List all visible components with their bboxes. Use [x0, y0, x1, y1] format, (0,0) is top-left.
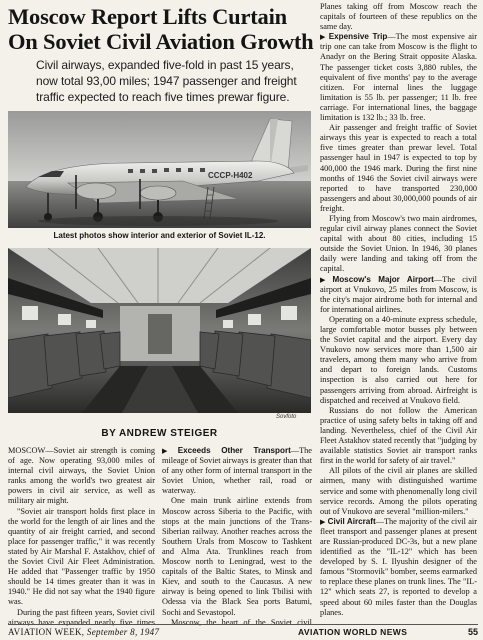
paragraph-text: —The most expensive air trip one can take from Moscow is the flight to Anadyr on the Bering Strait opposite Alaska. The passenger ticket costs 3,880 rubles, the equivalent of five months' pay to the average citizen. For internal lines the luggage limitation is 55 lb. per passenger; 11 lb. free carriage. For international lines, the baggage limitation is 132 lb.; 33 lb. free.: [320, 32, 477, 123]
paragraph: During the past fifteen years, Soviet civil airways have expanded nearly five times: [8, 607, 155, 626]
headline-line-1: Moscow Report Lifts Curtain: [8, 4, 287, 29]
issue-date: September 8, 1947: [86, 627, 160, 637]
paragraph: Operating on a 40-minute express schedule, large comfortable motor busses ply between the Soviet capital and the airport. Every day Vnukovo now services more than 1,500 air travelers, among them many who arrive from and depart to foreign lands. Customs inspection is also carried out here for passengers arriving from abroad. Airfreight is dispatched and received at Vnukovo field.: [320, 314, 477, 405]
aircraft-interior-photo: [8, 248, 311, 413]
section-name: AVIATION WORLD NEWS: [298, 627, 408, 637]
publication-name: AVIATION WEEK,: [8, 627, 85, 637]
paragraph: [162, 446, 312, 496]
subhead: Exceeds Other Transport: [177, 446, 291, 455]
section-marker-icon: ▶: [162, 447, 176, 455]
paragraph: MOSCOW—Soviet air strength is coming of age. Now operating 93,000 miles of internal civil airways, the Soviet Union ranks among the world's two greatest air powers in civil air service, as well as military air might.: [8, 446, 155, 506]
paragraph: Planes taking off from Moscow reach the capitals of fourteen of these republics on the same day.: [320, 2, 477, 32]
section-marker-icon: ▶: [320, 275, 331, 284]
paragraph: Russians do not follow the American practice of using safety belts in taking off and landing. Nevertheless, chief of the Civil Air Fleet Astakhov stated recently that "judging by available statistics Soviet air transport ranks first in the world for safety of air travel.": [320, 405, 477, 466]
subhead: Expensive Trip: [328, 32, 388, 42]
subhead: Civil Aircraft: [327, 516, 376, 526]
paragraph: One main trunk airline extends from Moscow across Siberia to the Pacific, with stops at the main junctions of the Trans-Siberian railway. Another reaches across the Southern Urals from Moscow to Tashkent and Alma Ata. Trunklines reach from Moscow north to Leningrad, west to the capitals of the Baltic States, to Minsk and Kiev, and south to the Caucasus. A new airway is being opened to link Tbilisi with Odessa via the Black Sea ports Batumi, Sochi and Sevastopol.: [162, 496, 312, 617]
headline-line-2: On Soviet Civil Aviation Growth: [8, 29, 314, 54]
article-column-2: [162, 446, 312, 626]
subhead: Moscow's Major Airport: [332, 274, 434, 284]
byline: BY ANDREW STEIGER: [101, 428, 218, 439]
paragraph: [320, 517, 477, 618]
paragraph: [320, 275, 477, 315]
section-marker-icon: ▶: [320, 517, 326, 526]
photo-caption: Latest photos show interior and exterior of Soviet IL-12.: [53, 231, 266, 240]
paragraph: Moscow, the heart of the Soviet civil: [171, 617, 312, 626]
paragraph-text: —The civil airport at Vnukovo, 25 miles from Moscow, is the city's major airdrome both for internal and for international airlines.: [320, 274, 477, 314]
photo-credit: Sovfoto: [276, 414, 297, 420]
publication-info: [8, 627, 159, 637]
article-deck: Civil airways, expanded five-fold in past 15 years, now total 93,00 miles; 1947 passenger and freight traffic expected to reach five times prewar figure.: [36, 58, 297, 104]
paragraph: "Soviet air transport holds first place in the world for the length of air lines and the quantity of air freight carried, and second place for passenger traffic," it was recently stated by Air Marshal F. Astakhov, chief of the Soviet Civil Air Fleet Administration. He added that "Passenger traffic by 1950 should be 14 times greater than it was in 1940." He did not say what the 1940 figure was.: [8, 506, 155, 607]
paragraph: All pilots of the civil air planes are skilled airmen, many with distinguished wartime service and some with phenomenally long civil service records. Among the pilots operating out of Vnukovo are several "million-milers.": [320, 466, 477, 516]
page-footer: [8, 624, 478, 638]
article-column-3: [320, 2, 477, 626]
paragraph: Air passenger and freight traffic of Soviet airways this year is expected to reach a total five times greater than prewar level. Total passenger haul in 1947 is expected to top by 400,000 the 1946 mark. During the first nine months of 1946 the Soviet civil airways were reported to have transported 230,000 passengers and about 30,000,000 pounds of air freight.: [320, 123, 477, 213]
registration-text: CCCP-H402: [208, 171, 253, 180]
paragraph: [320, 32, 477, 123]
section-marker-icon: ▶: [320, 33, 327, 42]
paragraph: Flying from Moscow's two main airdromes, regular civil airway planes connect the Soviet capital with about 80 cities, including 15 outside the Soviet Union. In 1946, 30 planes daily were landing and taking off from the capital.: [320, 213, 477, 274]
paragraph-text: —The mileage of Soviet airways is greater than that of any other form of internal transport in the Soviet Union, whether rail, road or waterway.: [162, 446, 312, 496]
headline: [8, 4, 314, 54]
paragraph-text: —The majority of the civil air fleet transport and passenger planes at present are Russian-produced DC-3s, but a new plane identified as the "IL-12" which has been developed by S. I. Ilyushin designer of the famous "Stormovik" bomber, seems earmarked to replace these planes on trunk lines. The "IL-12" which seats 27, is reported to develop a speed about 60 miles faster than the Douglas planes.: [320, 516, 477, 617]
aircraft-exterior-photo: [8, 111, 311, 228]
page-number: 55: [467, 627, 478, 637]
article-column-1: [8, 446, 155, 626]
